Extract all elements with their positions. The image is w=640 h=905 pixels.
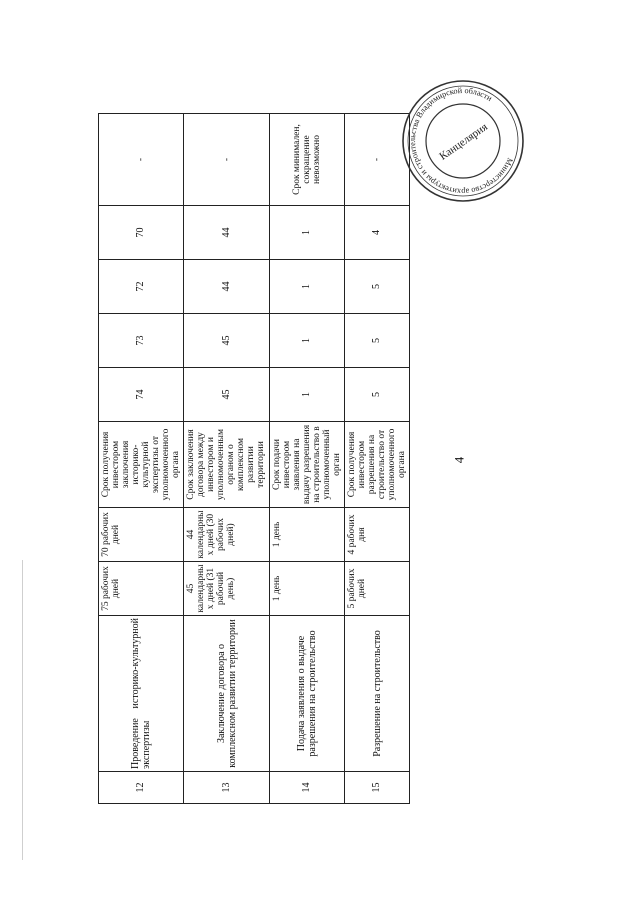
stages-table: [98, 113, 410, 804]
value-1: 45: [184, 368, 270, 422]
indicator: Срок подачи инвестором заявления на выдачу разрешения на строительство в уполномоченный орган: [270, 422, 345, 508]
value-3: 5: [345, 260, 410, 314]
value-2: 1: [270, 314, 345, 368]
rotated-table-wrapper: [98, 114, 407, 804]
indicator: Срок получения инвестором заключения историко-культурной экспертизы от уполномоченного органа: [99, 422, 184, 508]
term-current: 1 день: [270, 562, 345, 616]
table-row: [270, 114, 345, 804]
term-current: 5 рабочих дней: [345, 562, 410, 616]
term-target: 4 рабочих дня: [345, 508, 410, 562]
office-stamp: [400, 78, 526, 204]
margin-mark: [22, 560, 23, 860]
value-1: 74: [99, 368, 184, 422]
value-4: 44: [184, 206, 270, 260]
term-target: 70 рабочих дней: [99, 508, 184, 562]
note: -: [345, 114, 410, 206]
table-row: [99, 114, 184, 804]
value-2: 45: [184, 314, 270, 368]
value-2: 5: [345, 314, 410, 368]
stage-name: Подача заявления о выдаче разрешения на строительство: [270, 616, 345, 772]
note: Срок минимален, сокращение невозможно: [270, 114, 345, 206]
note: -: [99, 114, 184, 206]
table-row: [345, 114, 410, 804]
stage-name: Проведение историко-культурной экспертизы: [99, 616, 184, 772]
value-4: 4: [345, 206, 410, 260]
page-number: 4: [451, 456, 467, 464]
value-3: 72: [99, 260, 184, 314]
term-target: 1 день: [270, 508, 345, 562]
row-number: 15: [345, 772, 410, 804]
term-current: 45 календарных дней (31 рабочий день): [184, 562, 270, 616]
value-2: 73: [99, 314, 184, 368]
stamp-ring-text: Министерство архитектуры и строительства Владимирской области: [407, 85, 515, 197]
value-3: 44: [184, 260, 270, 314]
stamp-center-text: Канцелярия: [437, 120, 490, 163]
term-target: 44 календарных дней (30 рабочих дней): [184, 508, 270, 562]
indicator: Срок получения инвестором разрешения на строительство от уполномоченного органа: [345, 422, 410, 508]
row-number: 12: [99, 772, 184, 804]
stage-name: Разрешение на строительство: [345, 616, 410, 772]
row-number: 13: [184, 772, 270, 804]
term-current: 75 рабочих дней: [99, 562, 184, 616]
row-number: 14: [270, 772, 345, 804]
indicator: Срок заключения договора между инвестором и уполномоченным органом о комплексном развитии территории: [184, 422, 270, 508]
value-4: 70: [99, 206, 184, 260]
value-4: 1: [270, 206, 345, 260]
table-row: [184, 114, 270, 804]
value-1: 1: [270, 368, 345, 422]
stage-name: Заключение договора о комплексном развитии территории: [184, 616, 270, 772]
note: -: [184, 114, 270, 206]
value-1: 5: [345, 368, 410, 422]
value-3: 1: [270, 260, 345, 314]
